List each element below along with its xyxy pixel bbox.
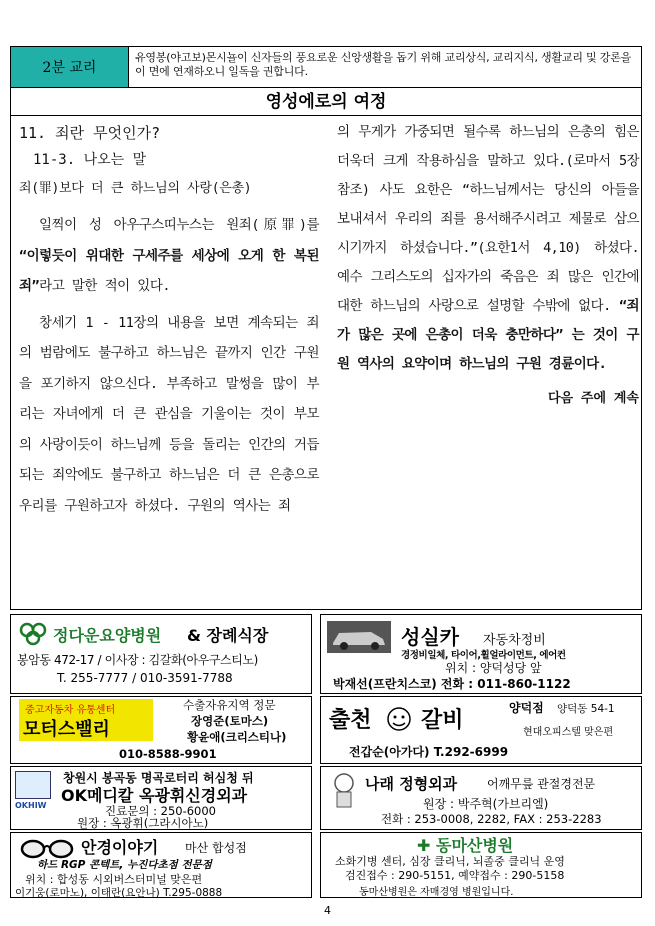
ad-director: 원장 : 박주혁(가브리엘) [423,797,549,811]
ad-logo-text: OKHIW [15,801,47,810]
continued-note: 다음 주에 계속 [547,391,639,406]
ad-tagline: 중고자동차 유통센터 [25,705,116,716]
article-right-column [337,118,639,406]
ad-line-3: 이기웅(로마노), 이태란(요안나) T.295-0888 [15,887,223,898]
ad-galbi-restaurant[interactable] [320,696,642,764]
car-icon [327,621,391,653]
page-number: 4 [324,904,331,917]
ad-address: 양덕동 54-1 [557,703,615,715]
clover-icon [17,621,49,647]
article-subheading: 11-3. 나오는 말 [33,152,147,168]
article-subtitle: 죄(罪)보다 더 큰 하느님의 사랑(은총) [19,181,252,196]
ad-line-3: 동마산병원은 자매경영 병원입니다. [359,887,514,898]
ad-ok-medical[interactable] [10,766,312,830]
ad-subtitle: 자동차정비 [483,633,546,648]
article-left-column [19,118,319,521]
section-badge-label: 2분 교리 [42,60,97,76]
section-intro: 유영봉(야고보)몬시뇰이 신자들의 풍요로운 신앙생활을 돕기 위해 교리상식, 교리지식, 생활교리 및 강론을 이 면에 연재하오니 일독을 권합니다. [135,51,632,78]
ad-location: 위치 : 양덕성당 앞 [445,661,542,675]
ad-line-3: 원장 : 옥광휘(그라시아노) [77,816,209,830]
ad-jeongdaun-hospital[interactable] [10,614,312,694]
paragraph-1-quote: “이렇듯이 위대한 구세주를 세상에 오게 한 복된 죄” [19,247,319,294]
ad-line-2: 장영준(토마스) [191,714,269,728]
paragraph-1-text-c: 라고 말한 적이 있다. [39,278,171,294]
ad-subtitle: 마산 합성점 [185,841,247,855]
ad-services: 경정비일체, 타이어,휠얼라이먼트, 에어컨 [401,650,566,661]
ad-title: 성실카 [401,625,459,649]
ad-narae-orthopedics[interactable] [320,766,642,830]
ad-line-1: 하드 RGP 콘텍트, 누진다초점 전문점 [37,859,212,871]
ad-subtitle: & 장례식장 [187,626,269,645]
ad-line-2: 검진접수 : 290-5151, 예약접수 : 290-5158 [345,869,565,882]
ad-title: 안경이야기 [81,838,159,857]
ad-line-1: 소화기병 센터, 심장 클리닉, 뇌졸중 클리닉 운영 [335,855,565,868]
paragraph-2: 창세기 1 - 11장의 내용을 보면 계속되는 죄의 범람에도 불구하고 하느님은 끝까지 인간 구원을 포기하지 않으신다. 부족하고 말썽을 많이 부리는 자녀에게 더 큰 관심을 기울이는 것이 부모의 사랑이듯이 하느님께 등을 돌리는 인간의 거듭되는 죄악에도 불구하고 하느님은 더 큰 은총으로 우리를 구원하고자 하셨다. 구원의 역사는 죄 [19,314,319,514]
ad-dongmasan-hospital[interactable] [320,832,642,898]
paragraph-3-text: 의 무게가 가중되면 될수록 하느님의 은총의 힘은 더욱더 크게 작용하심을 말하고 있다.(로마서 5장 참조) 사도 요한은 “하느님께서는 당신의 아들을 보내셔서 우리의 죄를 용서해주시려고 제물로 삼으시기까지 하셨습니다.”(요한1서 4,10) 하셨다. 예수 그리스도의 십자가의 죽음은 죄 많은 인간에 대한 하느님의 사랑으로 설명할 수밖에 없다. [337,124,639,314]
section-badge [11,47,129,87]
ad-line-2: 위치 : 합성동 시외버스터미널 맞은편 [25,873,203,886]
ad-title: 나래 정형외과 [365,775,458,793]
section-header [10,46,642,88]
ad-glasses-story[interactable] [10,832,312,898]
ad-motors-valley[interactable] [10,696,312,764]
paragraph-1-text-a: 일찍이 성 아우구스띠누스는 원죄(原罪)를 [39,217,319,233]
ad-line-1: 창원시 봉곡동 명곡로터리 허심청 뒤 [63,771,254,785]
ad-landmark: 현대오피스텔 맞은편 [523,727,614,738]
ad-phone: 전화 : 253-0008, 2282, FAX : 253-2283 [381,812,602,826]
ad-owner: 박재선(프란치스코) 전화 : 011-860-1122 [333,677,571,691]
article-heading: 11. 죄란 무엇인가? [19,124,161,142]
ad-title: 모터스밸리 [23,719,110,740]
paragraph-3 [337,118,639,379]
ad-address: 봉암동 472-17 / 이사장 : 김갈화(아우구스티노) [17,653,258,667]
ad-subtitle: 어깨무릎 관절경전문 [487,777,596,791]
ad-line-2: 진료문의 : 250-6000 [105,804,216,818]
ad-title-text: 동마산병원 [435,836,514,855]
ad-line-1: 수출자유지역 정문 [183,698,276,712]
ad-title: ✚ 동마산병원 [417,836,514,855]
chef-icon [381,703,417,733]
paragraph-3-quote: “죄가 많은 곳에 은총이 더욱 충만하다” 는 것이 구원 역사의 요약이며 하느님의 구원 경륜이다. [337,298,639,372]
building-icon [15,771,51,799]
article-title: 영성에로의 여정 [11,88,641,116]
ad-title: OK메디칼 옥광휘신경외과 [61,786,248,805]
ad-title-1: 출천 [329,707,372,733]
paragraph-1 [19,210,319,302]
mascot-icon [327,771,361,811]
ad-phone: 010-8588-9901 [119,747,217,761]
ad-title-2: 갈비 [421,707,464,733]
ad-title: 정다운요양병원 [53,626,162,645]
ad-seongsil-car[interactable] [320,614,642,694]
article [10,88,642,610]
ad-phone: T. 255-7777 / 010-3591-7788 [57,671,233,685]
ad-branch: 양덕점 [509,701,544,715]
ad-owner: 전갑순(아가다) T.292-6999 [349,745,509,759]
ad-line-3: 황윤애(크리스티나) [187,730,287,744]
